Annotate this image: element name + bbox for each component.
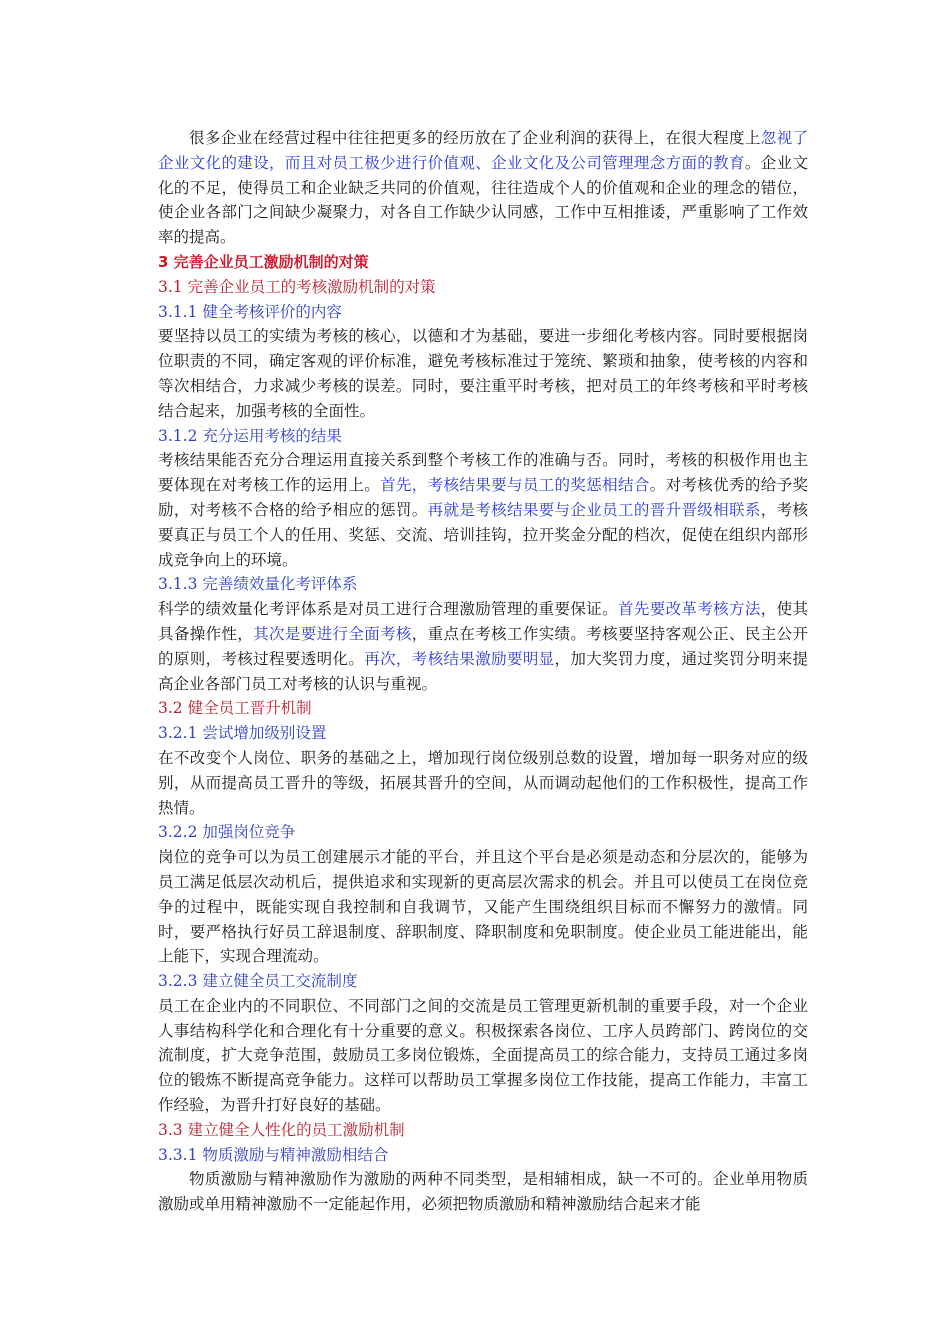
paragraph-3-2-1: 在不改变个人岗位、职务的基础之上，增加现行岗位级别总数的设置，增加每一职务对应的级别，从而提高员工晋升的等级，拓展其晋升的空间，从而调动起他们的工作积极性，提高工作热情。 <box>158 748 808 817</box>
section-heading-3-1-2: 3.1.2 充分运用考核的结果 <box>158 426 342 445</box>
intro-text-c: 。企业文化的不足，使得员工和企业缺乏共同的价值观，往往造成个人的价值观和企业的理念的错位，使企业各部门之间缺少凝聚力，对各自工作缺少认同感，工作中互相推诿，严重影响了工作效率的提高。 <box>158 153 808 247</box>
paragraph-3-3-1: 物质激励与精神激励作为激励的两种不同类型，是相辅相成，缺一不可的。企业单用物质激励或单用精神激励不一定能起作用，必须把物质激励和精神激励结合起来才能 <box>158 1170 808 1214</box>
p313-text-c: ，使其具备操作性， <box>158 600 808 643</box>
section-heading-3-2-2: 3.2.2 加强岗位竞争 <box>158 823 296 842</box>
paragraph-3-1-3 <box>158 597 808 696</box>
intro-highlight: 忽视了企业文化的建设，而且对员工极少进行价值观、企业文化及公司管理理念方面的教育 <box>158 129 808 172</box>
section-heading-3-3: 3.3 建立健全人性化的员工激励机制 <box>158 1120 405 1139</box>
p313-text-g: ，加大奖罚力度，通过奖罚分明来提高企业各部门员工对考核的认识与重视。 <box>158 649 808 693</box>
paragraph-3-2-3: 员工在企业内的不同职位、不同部门之间的交流是员工管理更新机制的重要手段，对一个企业人事结构科学化和合理化有十分重要的意义。积极探索各岗位、工序人员跨部门、跨岗位的交流制度，扩大竞争范围，鼓励员工多岗位锻炼，全面提高员工的综合能力，支持员工通过多岗位的锻炼不断提高竞争能力。这样可以帮助员工掌握多岗位工作技能，提高工作能力，丰富工作经验，为晋升打好良好的基础。 <box>158 996 808 1115</box>
p312-highlight-d: 再就是考核结果要与企业员工的晋升晋级相联系 <box>427 500 761 519</box>
paragraph-3-1-2 <box>158 448 808 572</box>
section-heading-3-1-3: 3.1.3 完善绩效量化考评体系 <box>158 575 358 594</box>
section-heading-3: 3 完善企业员工激励机制的对策 <box>158 252 369 271</box>
p312-text-a: 考核结果能否充分合理运用直接关系到整个考核工作的准确与否。同时，考核的积极作用也主要体现在对考核工作的运用上。 <box>158 451 808 495</box>
intro-paragraph <box>158 126 808 250</box>
intro-text-a: 很多企业在经营过程中往往把更多的经历放在了企业利润的获得上，在很大程度上 <box>189 129 761 147</box>
p312-text-e: ，考核要真正与员工个人的任用、奖惩、交流、培训挂钩，拉开奖金分配的档次，促使在组织内部形成竞争向上的环境。 <box>158 500 808 569</box>
p313-highlight-b: 首先要改革考核方法 <box>617 600 761 619</box>
paragraph-3-1-1: 要坚持以员工的实绩为考核的核心，以德和才为基础，要进一步细化考核内容。同时要根据岗位职责的不同，确定客观的评价标准，避免考核标准过于笼统、繁琐和抽象，使考核的内容和等次相结合，力求减少考核的误差。同时，要注重平时考核，把对员工的年终考核和平时考核结合起来，加强考核的全面性。 <box>158 327 808 420</box>
section-heading-3-1-1: 3.1.1 健全考核评价的内容 <box>158 302 342 321</box>
section-heading-3-1: 3.1 完善企业员工的考核激励机制的对策 <box>158 277 436 296</box>
p312-highlight-b: 首先，考核结果要与员工的奖惩相结合 <box>380 476 650 495</box>
p313-highlight-f: 再次，考核结果激励要明显 <box>364 649 555 668</box>
p313-highlight-d: 其次是要进行全面考核 <box>253 624 412 643</box>
section-heading-3-2-1: 3.2.1 尝试增加级别设置 <box>158 724 327 743</box>
paragraph-3-2-2: 岗位的竞争可以为员工创建展示才能的平台，并且这个平台是必须是动态和分层次的，能够为员工满足低层次动机后，提供追求和实现新的更高层次需求的机会。并且可以使员工在岗位竞争的过程中，既能实现自我控制和自我调节，又能产生围绕组织目标而不懈努力的激情。同时，要严格执行好员工辞退制度、辞职制度、降职制度和免职制度。使企业员工能进能出，能上能下，实现合理流动。 <box>158 848 808 966</box>
p313-text-a: 科学的绩效量化考评体系是对员工进行合理激励管理的重要保证。 <box>158 600 618 619</box>
p312-text-c: 。对考核优秀的给予奖励，对考核不合格的给予相应的惩罚。 <box>158 476 808 519</box>
p313-text-e: ，重点在考核工作实绩。考核要坚持客观公正、民主公开的原则，考核过程要透明化。 <box>158 624 808 668</box>
section-heading-3-2: 3.2 健全员工晋升机制 <box>158 699 312 718</box>
document-page <box>158 126 808 1217</box>
section-heading-3-3-1: 3.3.1 物质激励与精神激励相结合 <box>158 1145 389 1164</box>
section-heading-3-2-3: 3.2.3 建立健全员工交流制度 <box>158 972 358 991</box>
